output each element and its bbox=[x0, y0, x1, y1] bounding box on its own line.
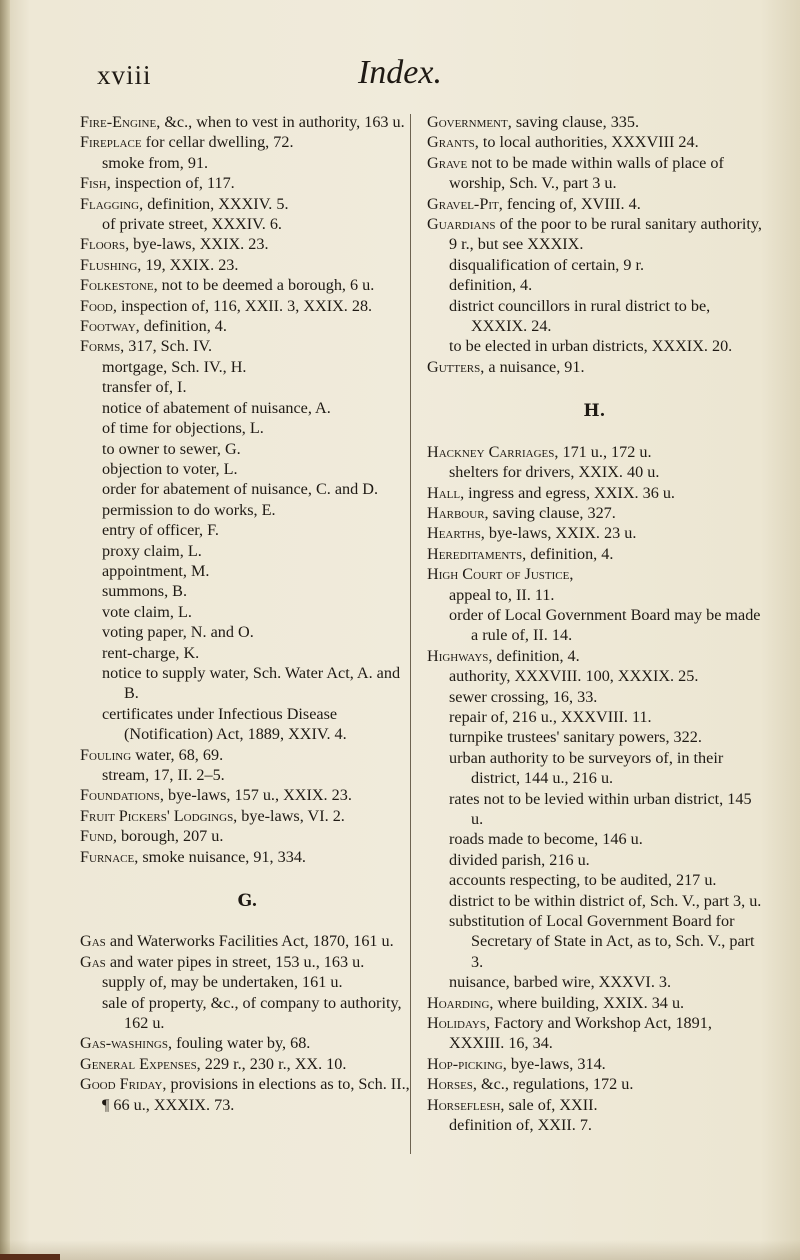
index-entry bbox=[427, 1074, 762, 1094]
index-subentry: definition of, XXII. 7. bbox=[449, 1116, 592, 1135]
index-references: sale of, XXII. bbox=[504, 1095, 598, 1114]
index-references: and Waterworks Facilities Act, 1870, 161 u. bbox=[105, 932, 394, 951]
index-subentry: objection to voter, L. bbox=[102, 459, 238, 478]
index-entry bbox=[80, 194, 415, 214]
index-references: inspection of, 117. bbox=[110, 174, 235, 193]
index-entry bbox=[80, 234, 415, 254]
index-references: inspection of, 116, XXII. 3, XXIX. 28. bbox=[116, 296, 373, 315]
index-entry bbox=[427, 993, 762, 1013]
index-entry bbox=[427, 357, 762, 377]
index-subentry: definition, 4. bbox=[449, 276, 533, 295]
index-references: of the poor to be rural sanitary authority, 9 r., but see XXXIX. bbox=[449, 215, 762, 254]
index-heading: Footway, bbox=[80, 317, 140, 336]
index-subentry: entry of officer, F. bbox=[102, 521, 219, 540]
column-divider bbox=[410, 114, 411, 1154]
index-subentry: to be elected in urban districts, XXXIX. 20. bbox=[449, 337, 733, 356]
index-subentry: district to be within district of, Sch. V., part 3, u. bbox=[449, 891, 762, 910]
index-heading: High Court of Justice, bbox=[427, 565, 574, 584]
index-heading: Fund, bbox=[80, 827, 117, 846]
index-references: smoke nuisance, 91, 334. bbox=[138, 847, 306, 866]
index-references: not to be made within walls of place of worship, Sch. V., part 3 u. bbox=[449, 153, 724, 193]
index-entry bbox=[427, 503, 762, 523]
index-heading: Flushing, bbox=[80, 255, 142, 274]
index-entry bbox=[80, 112, 415, 132]
index-subentry: accounts respecting, to be audited, 217 u. bbox=[449, 871, 717, 890]
index-subentry: of time for objections, L. bbox=[102, 419, 264, 438]
index-heading: Grants, bbox=[427, 133, 479, 152]
index-references: a nuisance, 91. bbox=[484, 357, 585, 376]
index-references: bye-laws, XXIX. 23. bbox=[129, 235, 269, 254]
index-references: 229 r., 230 r., XX. 10. bbox=[200, 1054, 347, 1073]
index-entry bbox=[80, 1074, 415, 1115]
index-entry bbox=[427, 544, 762, 564]
index-heading: Holidays, bbox=[427, 1014, 491, 1033]
index-references: saving clause, 335. bbox=[511, 113, 640, 131]
index-subentry: turnpike trustees' sanitary powers, 322. bbox=[449, 728, 702, 747]
index-subentry: appointment, M. bbox=[102, 561, 210, 580]
index-heading: Floors, bbox=[80, 235, 130, 254]
index-subentry: stream, 17, II. 2–5. bbox=[102, 766, 225, 784]
index-entry bbox=[427, 112, 762, 132]
index-heading: Furnace, bbox=[80, 847, 139, 866]
index-subentry: order of Local Government Board may be made a rule of, II. 14. bbox=[449, 605, 761, 645]
index-heading: Horses, bbox=[427, 1075, 477, 1094]
index-heading: Gas bbox=[80, 932, 106, 951]
index-subentry: sewer crossing, 16, 33. bbox=[449, 687, 598, 706]
index-references: bye-laws, 157 u., XXIX. 23. bbox=[163, 786, 352, 805]
index-entry bbox=[427, 442, 762, 462]
index-subentry: to owner to sewer, G. bbox=[102, 439, 241, 458]
index-heading: Horseflesh, bbox=[427, 1095, 505, 1114]
page-gutter-edge bbox=[0, 0, 10, 1260]
index-entry bbox=[80, 316, 415, 336]
index-entry bbox=[427, 132, 762, 152]
index-entry bbox=[80, 847, 415, 867]
page-title: Index. bbox=[357, 54, 442, 91]
index-references: bye-laws, 314. bbox=[506, 1054, 606, 1073]
index-references: 317, Sch. IV. bbox=[124, 337, 213, 356]
index-references: definition, XXXIV. 5. bbox=[143, 194, 289, 213]
index-heading: Grave bbox=[427, 153, 468, 172]
running-head bbox=[0, 44, 800, 94]
index-subentry: notice to supply water, Sch. Water Act, A. and B. bbox=[102, 663, 401, 703]
section-letter: H. bbox=[583, 401, 606, 422]
index-subentry: divided parish, 216 u. bbox=[449, 850, 590, 869]
index-entry bbox=[80, 1033, 415, 1053]
index-heading: Government, bbox=[427, 113, 512, 131]
index-subentry: proxy claim, L. bbox=[102, 541, 202, 560]
index-subentry: permission to do works, E. bbox=[102, 500, 276, 519]
index-subentry: sale of property, &c., of company to authority, 162 u. bbox=[102, 993, 402, 1033]
index-entry bbox=[80, 745, 415, 765]
index-subentry: appeal to, II. 11. bbox=[449, 585, 555, 604]
index-references: ingress and egress, XXIX. 36 u. bbox=[464, 483, 675, 502]
index-heading: Fouling bbox=[80, 745, 132, 764]
index-entry bbox=[80, 785, 415, 805]
index-entry bbox=[427, 214, 762, 255]
index-references: for cellar dwelling, 72. bbox=[141, 133, 294, 152]
index-heading: Fruit Pickers' Lodgings, bbox=[80, 806, 238, 825]
index-heading: Gutters, bbox=[427, 357, 485, 376]
index-heading: Hoarding, bbox=[427, 993, 494, 1012]
page-bottom-shadow bbox=[0, 1240, 800, 1260]
index-references: &c., when to vest in authority, 163 u. bbox=[160, 113, 405, 131]
index-heading: Guardians bbox=[427, 215, 496, 234]
index-subentry: supply of, may be undertaken, 161 u. bbox=[102, 973, 343, 992]
index-entry bbox=[80, 806, 415, 826]
index-subentry: shelters for drivers, XXIX. 40 u. bbox=[449, 463, 660, 482]
index-entry bbox=[427, 153, 762, 194]
index-entry bbox=[80, 1054, 415, 1074]
index-heading: Hackney Carriages, bbox=[427, 442, 559, 461]
index-subentry: repair of, 216 u., XXXVIII. 11. bbox=[449, 707, 652, 726]
index-entry bbox=[427, 523, 762, 543]
index-subentry: urban authority to be surveyors of, in their district, 144 u., 216 u. bbox=[449, 748, 724, 788]
index-subentry: order for abatement of nuisance, C. and D. bbox=[102, 480, 378, 499]
index-references: and water pipes in street, 153 u., 163 u. bbox=[105, 952, 365, 971]
index-references: to local authorities, XXXVIII 24. bbox=[478, 133, 699, 152]
index-heading: Fireplace bbox=[80, 133, 142, 152]
index-subentry: mortgage, Sch. IV., H. bbox=[102, 357, 247, 376]
index-heading: Hop-picking, bbox=[427, 1054, 507, 1073]
index-references: borough, 207 u. bbox=[116, 827, 224, 846]
index-entry bbox=[80, 132, 415, 152]
index-heading: Hearths, bbox=[427, 524, 485, 543]
index-entry bbox=[427, 194, 762, 214]
page-corner-mark bbox=[0, 1254, 60, 1260]
index-heading: Good Friday, bbox=[80, 1075, 167, 1094]
index-references: bye-laws, VI. 2. bbox=[237, 806, 345, 825]
index-references: &c., regulations, 172 u. bbox=[476, 1075, 634, 1094]
page-number: xviii bbox=[97, 60, 152, 90]
index-references: bye-laws, XXIX. 23 u. bbox=[484, 524, 637, 543]
index-entry bbox=[80, 255, 415, 275]
index-entry bbox=[427, 1013, 762, 1054]
index-entry bbox=[80, 952, 415, 972]
index-heading: Foundations, bbox=[80, 786, 164, 805]
index-references: fencing of, XVIII. 4. bbox=[502, 194, 641, 213]
section-letter: G. bbox=[237, 891, 258, 912]
index-subentry: rates not to be levied within urban district, 145 u. bbox=[449, 789, 752, 828]
index-references: Factory and Workshop Act, 1891, XXXIII. 16, 34. bbox=[449, 1014, 712, 1053]
index-entry bbox=[80, 931, 415, 951]
index-entry bbox=[427, 646, 762, 666]
index-subentry: roads made to become, 146 u. bbox=[449, 830, 643, 849]
index-entry bbox=[427, 1095, 762, 1115]
index-entry bbox=[80, 275, 415, 295]
index-subentry: vote claim, L. bbox=[102, 602, 192, 621]
index-references: 19, XXIX. 23. bbox=[141, 255, 239, 274]
index-entry bbox=[80, 336, 415, 356]
index-entry bbox=[80, 826, 415, 846]
index-column-right bbox=[427, 112, 762, 1136]
index-subentry: smoke from, 91. bbox=[102, 153, 209, 172]
index-heading: Gas bbox=[80, 952, 106, 971]
index-references: definition, 4. bbox=[492, 646, 580, 665]
index-references: provisions in elections as to, Sch. II., ¶ 66 u., XXXIX. 73. bbox=[102, 1075, 410, 1114]
index-column-left bbox=[80, 112, 415, 1115]
index-heading: Hall, bbox=[427, 483, 465, 502]
index-heading: Food, bbox=[80, 296, 117, 315]
index-entry bbox=[80, 173, 415, 193]
index-subentry: notice of abatement of nuisance, A. bbox=[102, 398, 331, 417]
index-heading: General Expenses, bbox=[80, 1054, 201, 1073]
index-references: 171 u., 172 u. bbox=[558, 442, 652, 461]
index-heading: Forms, bbox=[80, 337, 125, 356]
index-entry bbox=[427, 483, 762, 503]
index-entry bbox=[80, 296, 415, 316]
index-subentry: authority, XXXVIII. 100, XXXIX. 25. bbox=[449, 667, 699, 686]
index-heading: Hereditaments, bbox=[427, 544, 527, 563]
index-subentry: summons, B. bbox=[102, 582, 188, 601]
index-references: saving clause, 327. bbox=[488, 503, 616, 522]
index-subentry: voting paper, N. and O. bbox=[102, 623, 254, 642]
index-heading: Gravel-Pit, bbox=[427, 194, 503, 213]
index-references: fouling water by, 68. bbox=[172, 1034, 311, 1053]
index-subentry: substitution of Local Government Board for Secretary of State in Act, as to, Sch. V., part 3. bbox=[449, 912, 755, 971]
index-references: definition, 4. bbox=[526, 544, 614, 563]
index-subentry: nuisance, barbed wire, XXXVI. 3. bbox=[449, 973, 672, 992]
index-subentry: of private street, XXXIV. 6. bbox=[102, 215, 282, 234]
index-subentry: disqualification of certain, 9 r. bbox=[449, 255, 645, 274]
index-references: water, 68, 69. bbox=[131, 745, 224, 764]
index-subentry: rent-charge, K. bbox=[102, 643, 200, 662]
index-subentry: transfer of, I. bbox=[102, 378, 187, 397]
index-subentry: certificates under Infectious Disease (Notification) Act, 1889, XXIV. 4. bbox=[102, 704, 347, 744]
index-entry bbox=[427, 564, 762, 584]
index-references: definition, 4. bbox=[139, 317, 227, 336]
index-entry bbox=[427, 1054, 762, 1074]
index-heading: Harbour, bbox=[427, 503, 489, 522]
index-heading: Fire-Engine, bbox=[80, 113, 161, 131]
index-heading: Gas-washings, bbox=[80, 1034, 173, 1053]
index-references: where building, XXIX. 34 u. bbox=[493, 993, 685, 1012]
index-heading: Highways, bbox=[427, 646, 493, 665]
index-references: not to be deemed a borough, 6 u. bbox=[157, 276, 375, 295]
index-heading: Flagging, bbox=[80, 194, 144, 213]
index-heading: Fish, bbox=[80, 174, 111, 193]
index-heading: Folkestone, bbox=[80, 276, 158, 295]
index-subentry: district councillors in rural district to be, XXXIX. 24. bbox=[449, 296, 711, 336]
